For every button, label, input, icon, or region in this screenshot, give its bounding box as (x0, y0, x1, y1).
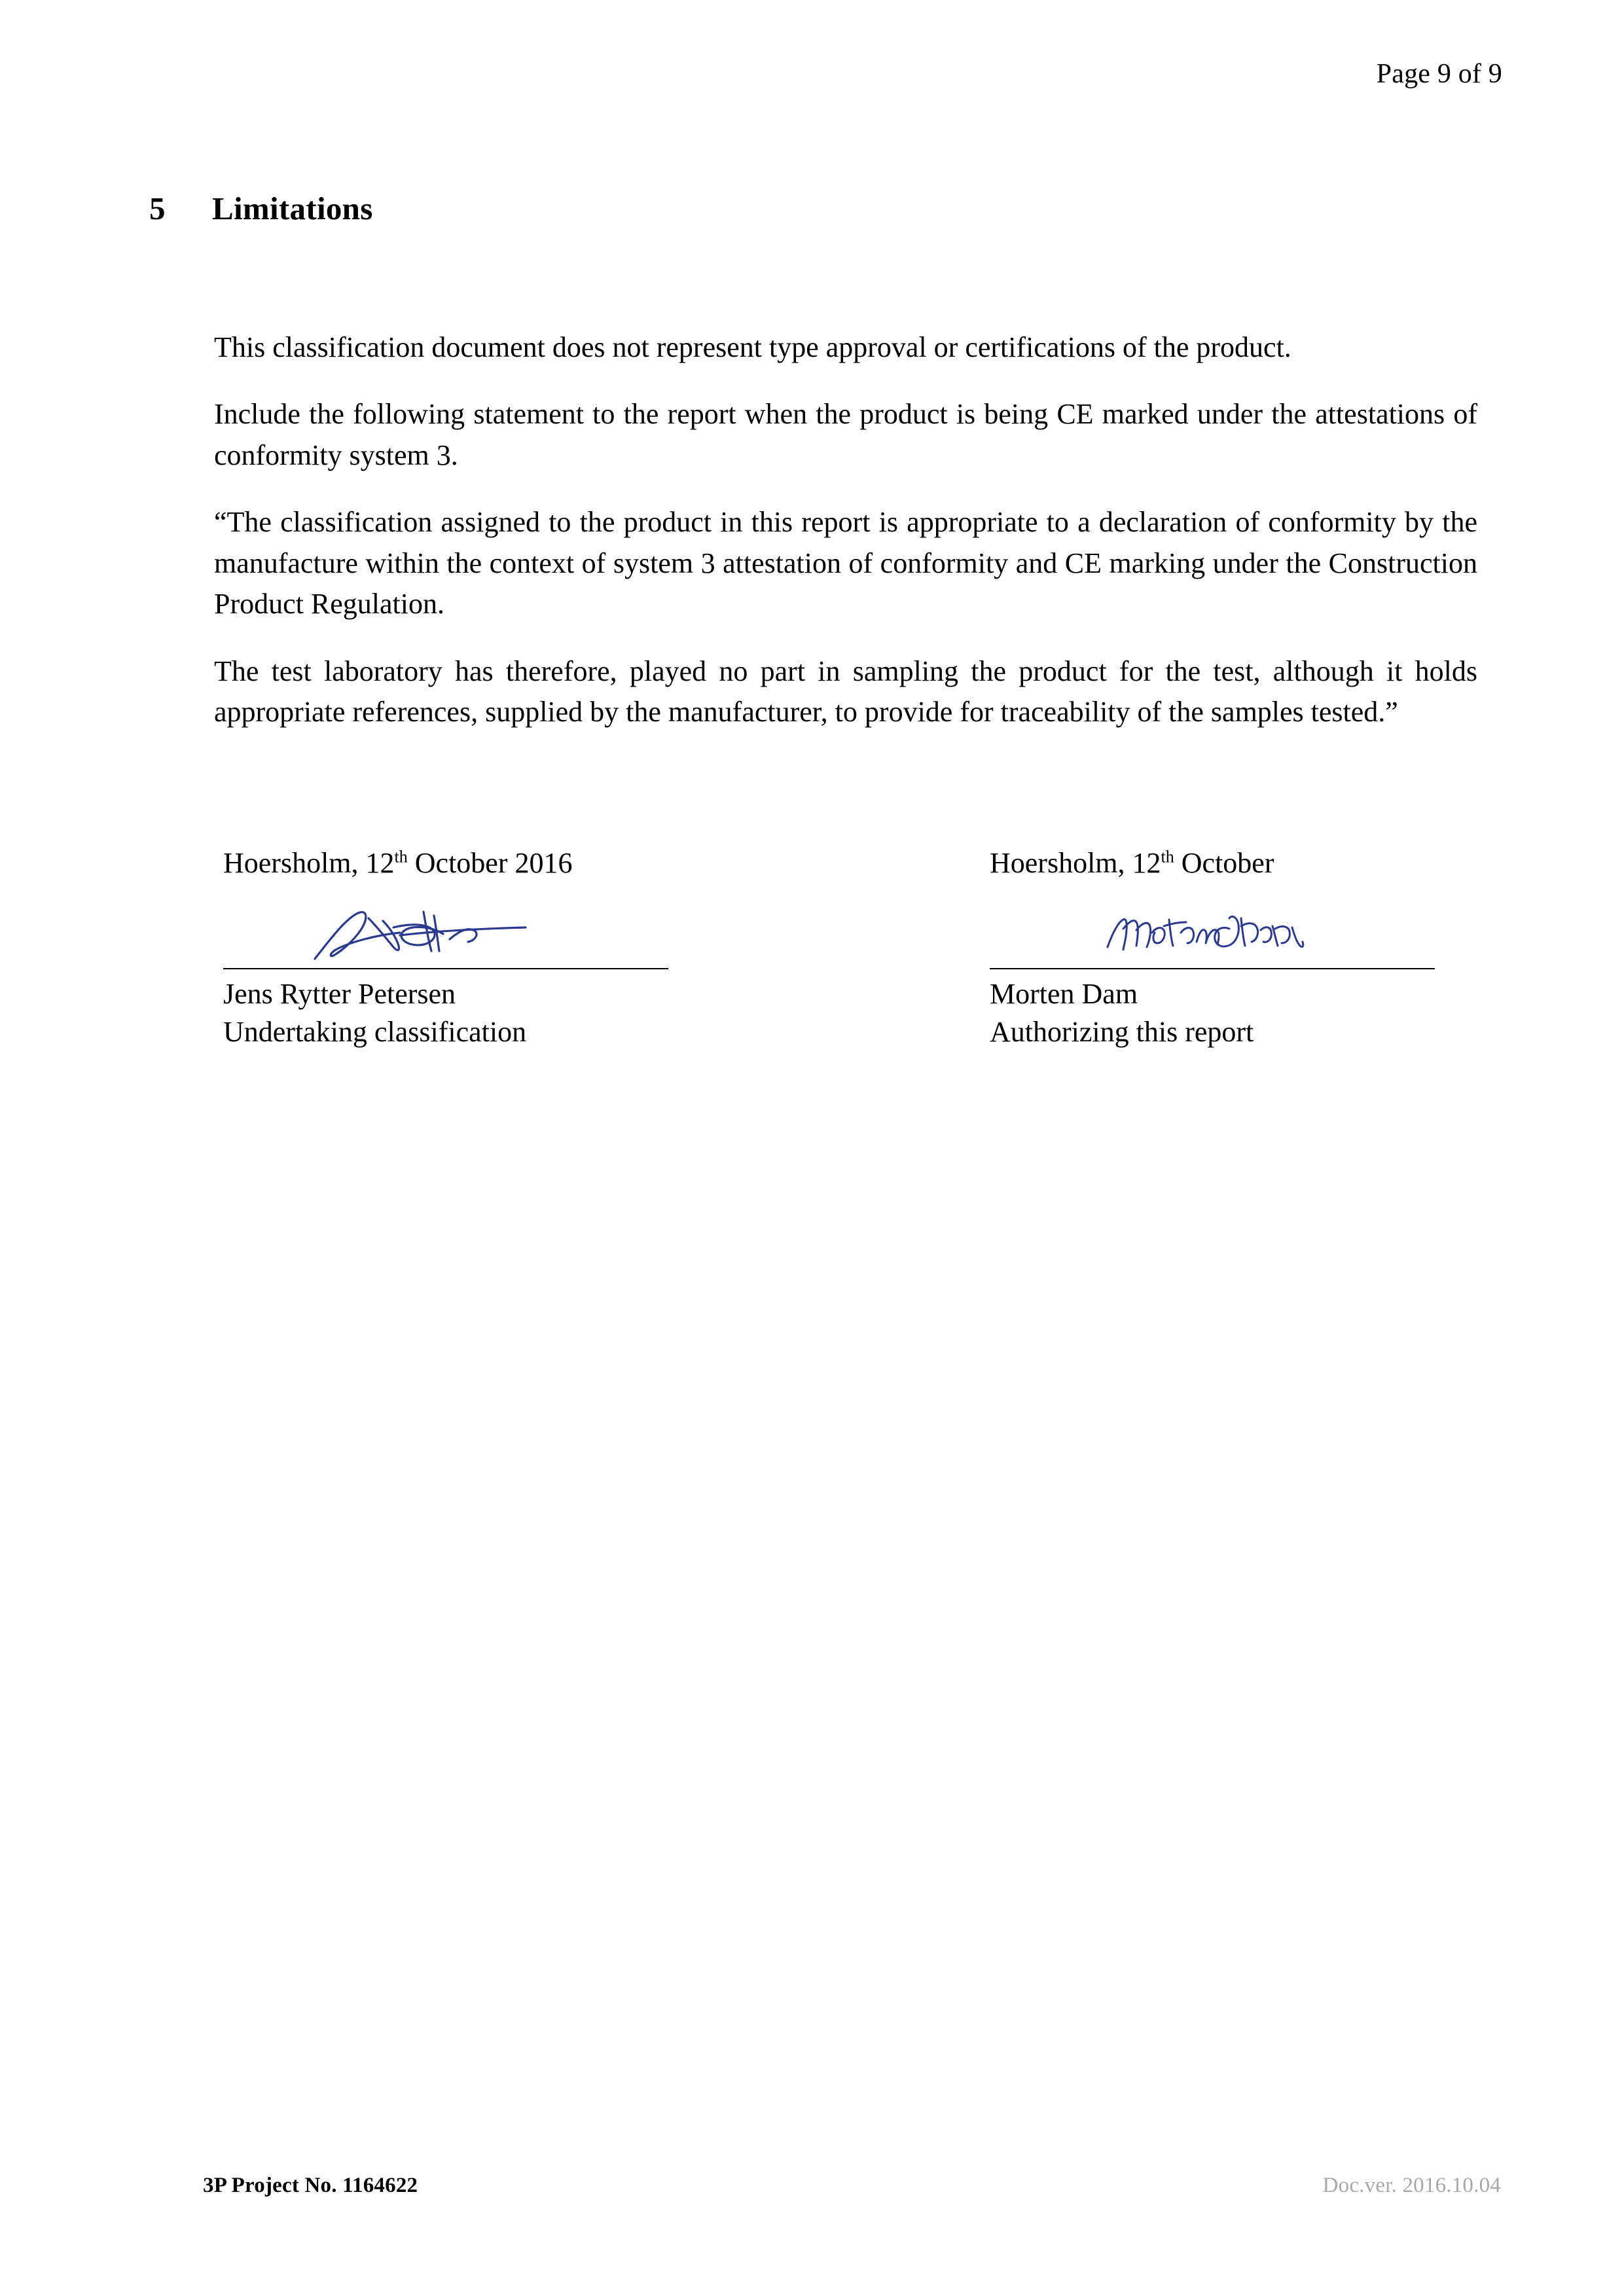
paragraph-3: “The classification assigned to the product in this report is appropriate to a declaration of conformity by the manufacture within the context of system 3 attestation of conformity and CE marking under the Construction Product Regulation. (214, 506, 1477, 620)
handwritten-signature-icon (1101, 900, 1310, 972)
signatory-role-left: Undertaking classification (223, 1016, 527, 1049)
signature-place-left: Hoersholm, 12 (223, 847, 395, 879)
ordinal-suffix-left: th (394, 847, 408, 867)
body-text (214, 327, 1477, 733)
footer-doc-version: Doc.ver. 2016.10.04 (1322, 2174, 1501, 2197)
paragraph-2: Include the following statement to the report when the product is being CE marked under the attestations of conformity system 3. (214, 398, 1477, 471)
section-number: 5 (149, 190, 166, 226)
signature-block-right (990, 844, 1448, 1051)
section-heading (149, 190, 373, 227)
section-title: Limitations (212, 190, 373, 226)
signature-place-right: Hoersholm, 12 (990, 847, 1161, 879)
signature-date-left (223, 844, 681, 882)
signatory-name-left: Jens Rytter Petersen (223, 978, 456, 1011)
page-indicator: Page 9 of 9 (1376, 59, 1502, 89)
handwritten-signature-icon (295, 899, 570, 977)
signature-ink-left (223, 882, 681, 968)
ordinal-suffix-right: th (1161, 847, 1174, 867)
signatory-name-right: Morten Dam (990, 978, 1138, 1011)
footer-project-number: 3P Project No. 1164622 (203, 2174, 418, 2197)
paragraph-1: This classification document does not represent type approval or certifications of the product. (214, 331, 1291, 363)
signature-ink-right (990, 882, 1448, 968)
paragraph-4: The test laboratory has therefore, played no part in sampling the product for the test, although it holds appropriate references, supplied by the manufacturer, to provide for traceability of the samples tested.” (214, 655, 1477, 728)
signature-area (214, 844, 1477, 1080)
signatory-role-right: Authorizing this report (990, 1016, 1254, 1049)
signature-block-left (223, 844, 681, 1051)
signature-date-right (990, 844, 1448, 882)
signature-date-rest-right: October (1174, 847, 1274, 879)
signature-date-rest-left: October 2016 (407, 847, 573, 879)
